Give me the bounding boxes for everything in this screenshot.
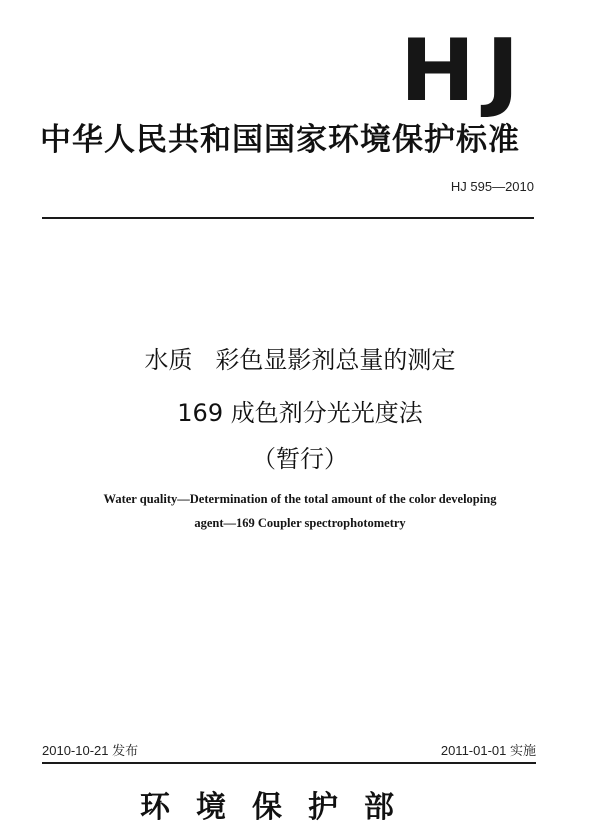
title-zh-line2: 169 成色剂分光光度法: [177, 399, 423, 427]
effective-date: 2011-01-01 实施: [440, 743, 536, 758]
title-en-line1: Water quality—Determination of the total amount of the color developing: [103, 492, 497, 506]
issue-date: 2010-10-21 发布: [42, 743, 139, 758]
standard-number: HJ 595—2010: [450, 179, 534, 194]
organization-title: 中华人民共和国国家环境保护标准: [40, 122, 520, 158]
title-zh-line3: （暂行）: [252, 445, 348, 473]
title-zh-line1: 水质 彩色显影剂总量的测定: [144, 346, 456, 374]
top-divider: [42, 217, 534, 219]
title-en-line2: agent—169 Coupler spectrophotometry: [194, 516, 406, 530]
hj-logo: HJ: [399, 21, 530, 121]
bottom-divider: [42, 762, 536, 764]
issuing-authority: 环境保护部: [140, 790, 420, 825]
